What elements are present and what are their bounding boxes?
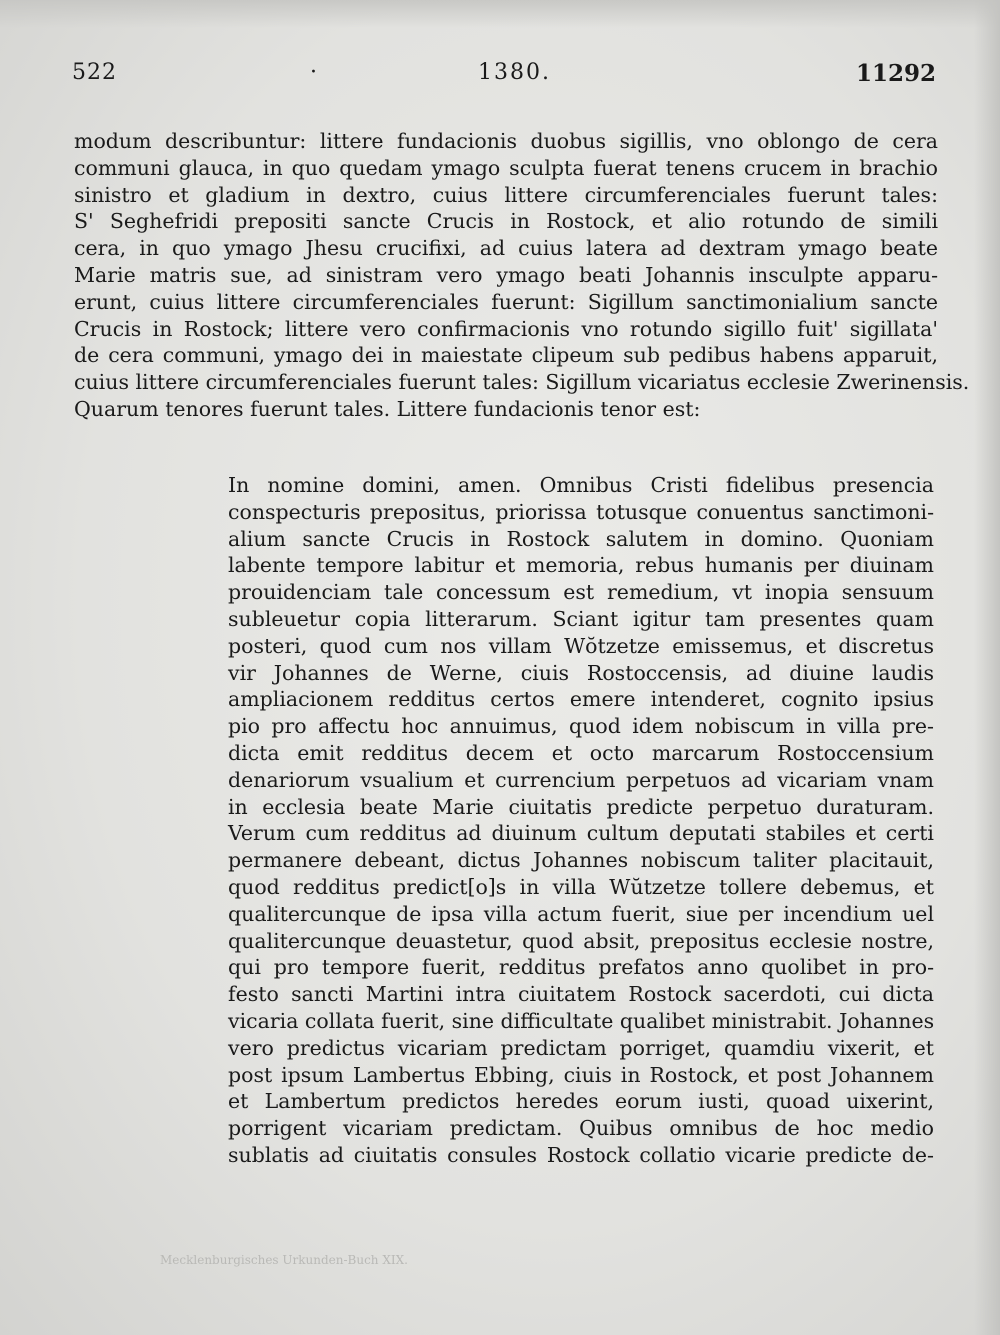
bleed-through-text: Mecklenburgisches Urkunden-Buch XIX. — [160, 1253, 408, 1267]
charter-line: et Lambertum predictos heredes eorum iusti, quoad uixerint, — [228, 1089, 934, 1114]
text-line: Quarum tenores fuerunt tales. Littere fundacionis tenor est: — [74, 396, 701, 421]
page-top-shadow — [0, 0, 1000, 28]
charter-line: qualitercunque deuastetur, quod absit, prepositus ecclesie nostre, — [228, 928, 934, 953]
charter-line: qualitercunque de ipsa villa actum fuerit, siue per incendium uel — [228, 901, 934, 926]
running-header — [72, 60, 936, 96]
document-number: 11292 — [855, 60, 936, 87]
charter-line: in ecclesia beate Marie ciuitatis predicte perpetuo duraturam. — [228, 794, 934, 819]
charter-line: In nomine domini, amen. Omnibus Cristi fidelibus presencia — [228, 473, 934, 497]
text-line: cuius littere circumferenciales fuerunt tales: Sigillum vicariatus ecclesie Zwerinensis. — [74, 370, 970, 395]
charter-line: porrigent vicariam predictam. Quibus omnibus de hoc medio — [228, 1116, 934, 1141]
text-line: Marie matris sue, ad sinistram vero ymago beati Johannis insculpte apparu- — [74, 262, 938, 287]
text-line: S' Seghefridi prepositi sancte Crucis in Rostock, et alio rotundo de simili — [74, 209, 938, 234]
text-line: modum describuntur: littere fundacionis duobus sigillis, vno oblongo de cera — [74, 129, 938, 153]
charter-line: quod redditus predict[o]s in villa Wŭtzetze tollere debemus, et — [228, 874, 934, 899]
intro-paragraph — [74, 128, 970, 423]
charter-line: subleuetur copia litterarum. Sciant igitur tam presentes quam — [228, 606, 934, 631]
charter-line: qui pro tempore fuerit, redditus prefatos anno quolibet in pro- — [228, 955, 934, 980]
text-line: Crucis in Rostock; littere vero confirmacionis vno rotundo sigillo fuit' sigillata' — [74, 316, 938, 341]
text-line: sinistro et gladium in dextro, cuius littere circumferenciales fuerunt tales: — [74, 182, 938, 207]
text-line: communi glauca, in quo quedam ymago sculpta fuerat tenens crucem in brachio — [74, 155, 938, 180]
charter-line: posteri, quod cum nos villam Wŏtzetze emissemus, et discretus — [228, 633, 934, 658]
charter-text-block — [228, 472, 934, 1169]
page-right-shadow — [974, 0, 1000, 1335]
charter-line: dicta emit redditus decem et octo marcarum Rostoccensium — [228, 740, 934, 765]
charter-line: vero predictus vicariam predictam porriget, quamdiu vixerit, et — [228, 1035, 934, 1060]
text-line: erunt, cuius littere circumferenciales fuerunt: Sigillum sanctimonialium sancte — [74, 289, 938, 314]
charter-line: sublatis ad ciuitatis consules Rostock collatio vicarie predicte de- — [228, 1142, 934, 1167]
text-line: de cera communi, ymago dei in maiestate clipeum sub pedibus habens apparuit, — [74, 343, 938, 368]
charter-line: permanere debeant, dictus Johannes nobiscum taliter placitauit, — [228, 848, 934, 873]
header-dot: · — [310, 60, 317, 85]
charter-line: vicaria collata fuerit, sine difficultate qualibet ministrabit. Johannes — [228, 1008, 935, 1033]
charter-line: labente tempore labitur et memoria, rebus humanis per diuinam — [228, 553, 934, 578]
charter-line: alium sancte Crucis in Rostock salutem in domino. Quoniam — [228, 526, 934, 551]
charter-line: festo sancti Martini intra ciuitatem Rostock sacerdoti, cui dicta — [228, 982, 934, 1007]
charter-line: vir Johannes de Werne, ciuis Rostoccensis, ad diuine laudis — [228, 660, 934, 685]
charter-line: pio pro affectu hoc annuimus, quod idem nobiscum in villa pre- — [228, 714, 934, 739]
charter-line: denariorum vsualium et currencium perpetuos ad vicariam vnam — [228, 767, 934, 792]
charter-line: ampliacionem redditus certos emere intenderet, cognito ipsius — [228, 687, 934, 712]
charter-line: prouidenciam tale concessum est remedium, vt inopia sensuum — [228, 580, 934, 605]
text-line: cera, in quo ymago Jhesu crucifixi, ad cuius latera ad dextram ymago beate — [74, 236, 938, 261]
page-number: 522 — [72, 60, 117, 85]
header-year: 1380. — [478, 60, 551, 85]
charter-line: post ipsum Lambertus Ebbing, ciuis in Rostock, et post Johannem — [228, 1062, 934, 1087]
charter-line: conspecturis prepositus, priorissa totusque conuentus sanctimoni- — [228, 499, 934, 524]
charter-line: Verum cum redditus ad diuinum cultum deputati stabiles et certi — [228, 821, 934, 846]
